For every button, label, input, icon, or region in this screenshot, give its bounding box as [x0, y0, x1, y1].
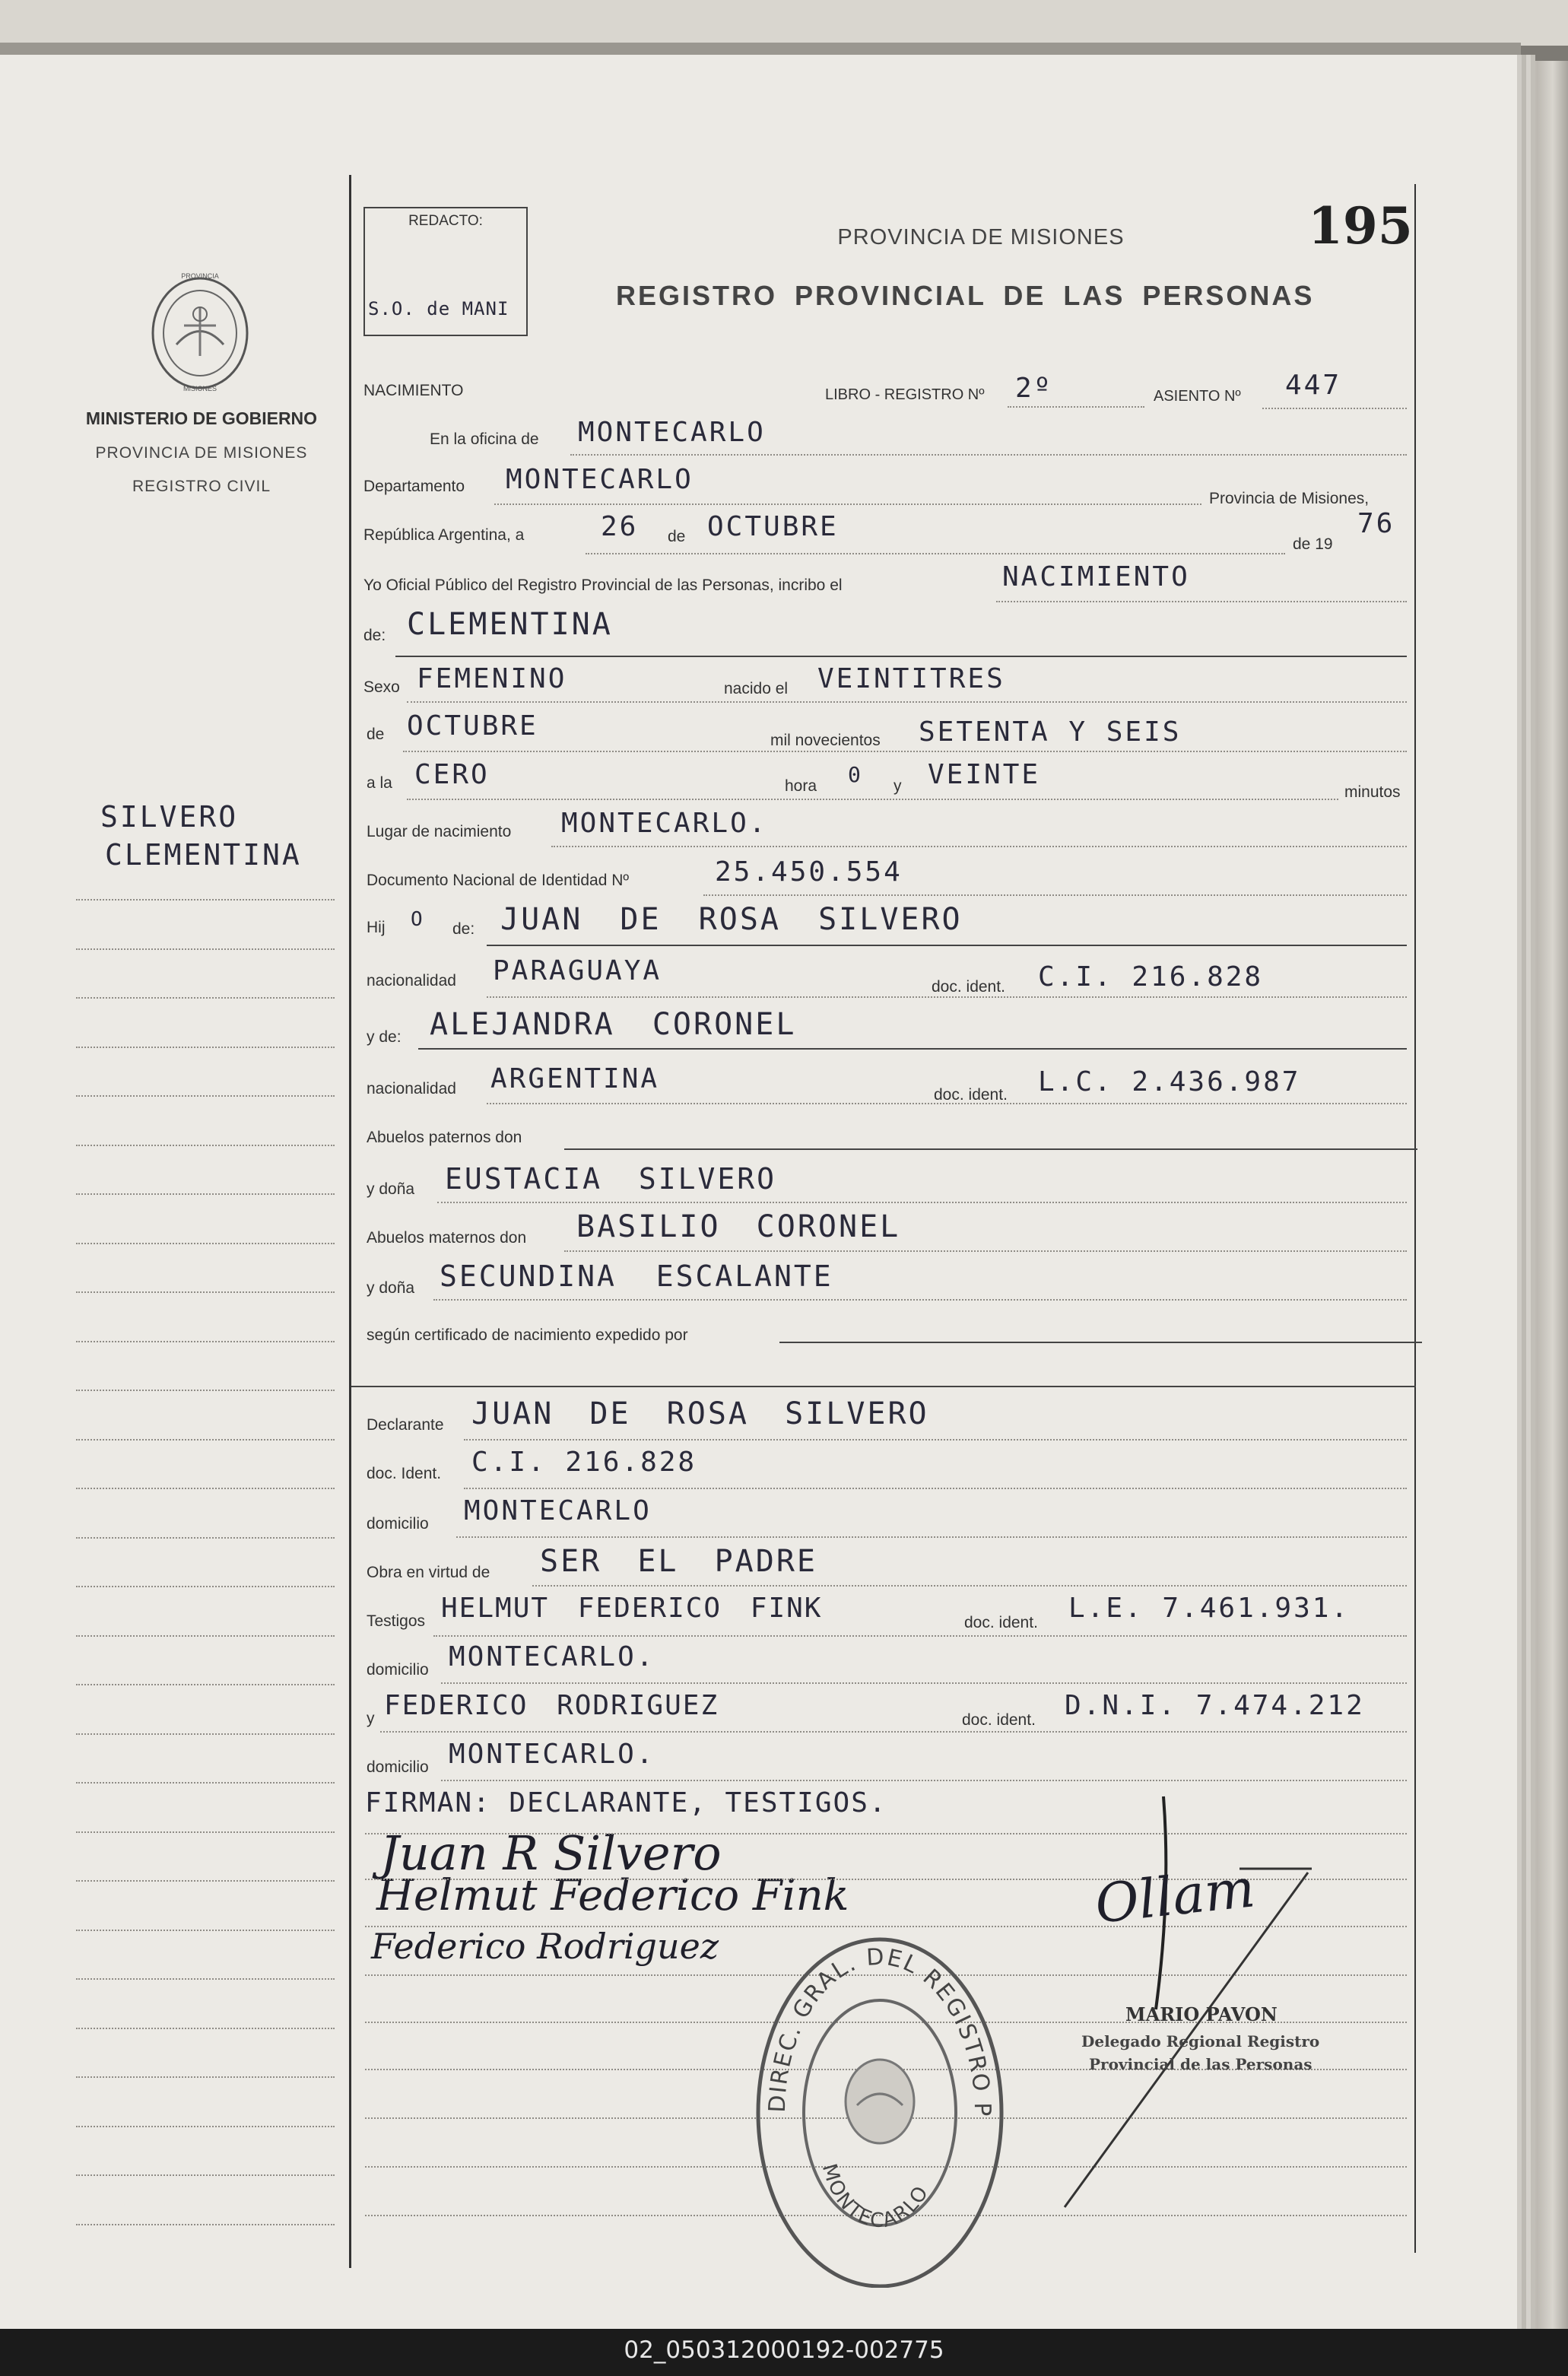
margin-dotted-line: [76, 1047, 335, 1048]
value-month: OCTUBRE: [707, 511, 839, 542]
value-testigo1-domicilio: MONTECARLO.: [449, 1641, 655, 1672]
value-declarante-domicilio: MONTECARLO: [464, 1495, 652, 1526]
label-y-dona: y doña: [367, 1180, 415, 1198]
value-madre-nacionalidad: ARGENTINA: [490, 1063, 660, 1094]
margin-dotted-line: [76, 1145, 335, 1146]
label-y-testigo2: y: [367, 1710, 375, 1727]
emblem-bottom-text: MISIONES: [183, 385, 217, 392]
signature-official: Ollam: [1092, 1857, 1258, 1936]
section-divider: [351, 1386, 1416, 1387]
label-a-la: a la: [367, 774, 392, 792]
label-hora: hora: [785, 777, 817, 795]
value-testigo2: FEDERICO RODRIGUEZ: [384, 1690, 719, 1721]
official-seal: [754, 1923, 1005, 2288]
register-page: [0, 55, 1517, 2329]
province-emblem-icon: [146, 272, 254, 399]
label-obra: Obra en virtud de: [367, 1564, 490, 1581]
value-asiento: 447: [1285, 370, 1342, 401]
dotted-line: [433, 1299, 1407, 1301]
label-abuelos-maternos: Abuelos maternos don: [367, 1229, 527, 1247]
label-lugar: Lugar de nacimiento: [367, 823, 512, 840]
margin-dotted-line: [76, 1782, 335, 1784]
label-nacionalidad: nacionalidad: [367, 972, 456, 989]
value-year: 76: [1357, 508, 1395, 539]
signature-testigo1: Helmut Federico Fink: [376, 1871, 849, 1920]
margin-dotted-line: [76, 1291, 335, 1293]
margin-dotted-line: [76, 1684, 335, 1685]
label-yo-oficial: Yo Oficial Público del Registro Provincial de las Personas, incribo el: [363, 577, 843, 594]
dotted-line: [1262, 408, 1407, 409]
value-abuelo-materno: BASILIO CORONEL: [576, 1209, 901, 1244]
margin-dotted-line: [76, 1390, 335, 1391]
dotted-line: [570, 454, 1407, 456]
ministry-province: PROVINCIA DE MISIONES: [95, 444, 308, 462]
value-nacido-mes: OCTUBRE: [407, 710, 538, 742]
left-margin-rule: [349, 175, 351, 2268]
value-padre-nacionalidad: PARAGUAYA: [493, 955, 662, 986]
label-y-de: y de:: [367, 1028, 402, 1046]
signature-testigo2: Federico Rodriguez: [371, 1926, 719, 1967]
dotted-line: [464, 1439, 1407, 1441]
value-sexo: FEMENINO: [417, 663, 567, 694]
dotted-line: [494, 503, 1201, 505]
value-testigo2-domicilio: MONTECARLO.: [449, 1739, 655, 1770]
book-page-edges: [1517, 61, 1568, 2331]
value-lugar: MONTECARLO.: [561, 808, 768, 839]
label-doc-ident: doc. ident.: [932, 978, 1005, 996]
label-nacimiento: NACIMIENTO: [363, 382, 464, 399]
value-hora-num: 0: [848, 762, 863, 787]
seal-icon: [754, 1923, 1005, 2288]
label-mil-novecientos: mil novecientos: [770, 732, 881, 749]
value-padre-doc: C.I. 216.828: [1038, 961, 1264, 993]
dotted-line: [380, 1731, 1407, 1733]
margin-dotted-line: [76, 1733, 335, 1735]
redacto-label: REDACTO:: [408, 213, 483, 229]
label-de-month: de: [367, 726, 385, 743]
value-hijo-suffix: O: [411, 908, 425, 931]
dotted-line: [433, 1635, 1407, 1637]
margin-dotted-line: [76, 2076, 335, 2078]
margin-dotted-line: [76, 1930, 335, 1931]
label-departamento: Departamento: [363, 478, 465, 495]
dotted-line: [564, 1250, 1407, 1252]
margin-dotted-line: [76, 899, 335, 901]
value-abuela-paterna: EUSTACIA SILVERO: [445, 1162, 777, 1196]
value-departamento: MONTECARLO: [506, 464, 694, 495]
label-republica: República Argentina, a: [363, 526, 525, 544]
label-domicilio: domicilio: [367, 1661, 429, 1679]
ministry-registry: REGISTRO CIVIL: [132, 478, 271, 495]
value-nacido-anio: SETENTA Y SEIS: [919, 716, 1182, 748]
margin-dotted-line: [76, 1586, 335, 1587]
dotted-line: [407, 701, 1407, 703]
value-hora-text: CERO: [414, 759, 490, 790]
dotted-line: [407, 799, 1338, 800]
official-title-1: Delegado Regional Registro: [1081, 2032, 1320, 2050]
label-doc-ident: doc. ident.: [934, 1086, 1008, 1104]
value-day: 26: [601, 511, 639, 542]
official-title-2: Provincial de las Personas: [1089, 2055, 1312, 2073]
value-obra: SER EL PADRE: [540, 1544, 817, 1579]
dotted-line: [437, 1202, 1407, 1203]
official-signature-strokes: [1049, 1781, 1323, 2222]
label-de-19: de 19: [1293, 535, 1333, 553]
dotted-line: [441, 1682, 1407, 1684]
right-rule: [1414, 184, 1416, 2253]
label-doc-ident-declarante: doc. Ident.: [367, 1465, 442, 1482]
label-abuelos-paternos: Abuelos paternos don: [367, 1129, 522, 1146]
margin-dotted-line: [76, 1243, 335, 1244]
province-emblem: [146, 272, 254, 399]
value-declarante-doc: C.I. 216.828: [471, 1447, 697, 1478]
margin-dotted-line: [76, 997, 335, 999]
value-padre: JUAN DE ROSA SILVERO: [500, 902, 963, 937]
name-underline: [395, 656, 1407, 657]
value-nacido-dia: VEINTITRES: [817, 663, 1005, 694]
dotted-line: [464, 1488, 1407, 1489]
value-minutos-text: VEINTE: [928, 759, 1041, 790]
label-nacido-el: nacido el: [724, 680, 789, 697]
margin-dotted-line: [76, 1488, 335, 1489]
dotted-line: [551, 846, 1407, 847]
dotted-line: [403, 751, 1407, 752]
label-sexo: Sexo: [363, 678, 400, 696]
value-name: CLEMENTINA: [407, 607, 613, 642]
seal-ring-text: DIREC. GRAL. DEL REGISTRO P: [763, 1943, 996, 2118]
margin-dotted-line: [76, 1635, 335, 1637]
value-declarante: JUAN DE ROSA SILVERO: [471, 1396, 929, 1431]
value-madre: ALEJANDRA CORONEL: [430, 1007, 797, 1042]
label-y: y: [894, 777, 902, 795]
label-y-dona: y doña: [367, 1279, 415, 1297]
label-doc-ident-testigo2: doc. ident.: [962, 1711, 1036, 1729]
signature-declarante: Juan R Silvero: [380, 1825, 722, 1881]
label-hijo: Hij: [367, 919, 386, 936]
label-testigos: Testigos: [367, 1612, 426, 1630]
label-oficina: En la oficina de: [430, 430, 539, 448]
value-testigo2-doc: D.N.I. 7.474.212: [1065, 1690, 1365, 1721]
value-libro: 2º: [1015, 373, 1053, 404]
margin-surname: SILVERO: [100, 800, 239, 834]
value-firman: FIRMAN: DECLARANTE, TESTIGOS.: [365, 1787, 887, 1819]
svg-text:MONTECARLO: [817, 2162, 934, 2233]
dotted-line: [487, 1103, 1407, 1104]
official-name: MARIO PAVON: [1125, 2003, 1278, 2025]
dotted-line: [996, 601, 1407, 602]
margin-dotted-line: [76, 948, 335, 950]
label-asiento: ASIENTO Nº: [1154, 388, 1241, 405]
margin-given-name: CLEMENTINA: [105, 838, 302, 872]
margin-dotted-line: [76, 1880, 335, 1882]
dotted-line: [532, 1585, 1407, 1587]
label-doc-ident-testigo1: doc. ident.: [964, 1614, 1038, 1631]
value-madre-doc: L.C. 2.436.987: [1038, 1066, 1301, 1097]
value-oficina: MONTECARLO: [578, 417, 766, 448]
padre-underline: [487, 945, 1407, 946]
margin-dotted-line: [76, 1341, 335, 1342]
ministry-title: MINISTERIO DE GOBIERNO: [85, 408, 318, 428]
edge-text-b: DAS: [1522, 1273, 1535, 1294]
label-nacionalidad: nacionalidad: [367, 1080, 456, 1097]
margin-dotted-line: [76, 1439, 335, 1441]
value-dni: 25.450.554: [715, 856, 903, 888]
background-strip: [0, 0, 1568, 46]
page-number: 195: [1308, 196, 1413, 256]
label-declarante: Declarante: [367, 1416, 444, 1434]
label-domicilio: domicilio: [367, 1758, 429, 1776]
margin-dotted-line: [76, 2028, 335, 2029]
label-minutos: minutos: [1344, 783, 1401, 801]
label-segun: según certificado de nacimiento expedido por: [367, 1326, 688, 1344]
margin-dotted-line: [76, 2174, 335, 2176]
redacto-box: [363, 207, 528, 336]
value-abuela-materna: SECUNDINA ESCALANTE: [440, 1259, 833, 1293]
dotted-line: [1008, 406, 1144, 408]
image-filename: 02_050312000192-002775: [624, 2336, 944, 2364]
label-de: de: [668, 528, 686, 545]
margin-dotted-line: [76, 1193, 335, 1195]
label-libro: LIBRO - REGISTRO Nº: [825, 386, 985, 403]
margin-dotted-line: [76, 1831, 335, 1833]
value-testigo1: HELMUT FEDERICO FINK: [441, 1593, 823, 1624]
emblem-top-text: PROVINCIA: [181, 272, 219, 280]
value-testigo1-doc: L.E. 7.461.931.: [1068, 1593, 1351, 1624]
redacto-value: S.O. de MANI: [368, 298, 509, 319]
value-event: NACIMIENTO: [1002, 561, 1190, 592]
margin-dotted-line: [76, 1095, 335, 1097]
dotted-line: [703, 894, 1407, 896]
label-domicilio: domicilio: [367, 1515, 429, 1533]
margin-dotted-line: [76, 2224, 335, 2225]
header-registry: REGISTRO PROVINCIAL DE LAS PERSONAS: [616, 280, 1315, 311]
header-province: PROVINCIA DE MISIONES: [837, 225, 1125, 249]
madre-underline: [418, 1048, 1407, 1050]
segun-blank-line: [779, 1342, 1422, 1343]
dotted-line: [487, 996, 1407, 998]
seal-inner-text: MONTECARLO: [817, 2161, 934, 2233]
margin-dotted-line: [76, 2126, 335, 2127]
edge-text-a: CO: [1520, 1234, 1532, 1250]
dotted-line: [586, 553, 1285, 554]
label-documento: Documento Nacional de Identidad Nº: [367, 872, 630, 889]
label-de-name: de:: [363, 627, 386, 644]
dotted-line: [456, 1536, 1407, 1538]
margin-dotted-line: [76, 1537, 335, 1539]
margin-dotted-line: [76, 1978, 335, 1980]
label-hijo-de: de:: [452, 920, 475, 938]
label-provincia-misiones: Provincia de Misiones,: [1209, 490, 1370, 507]
abuelo-paterno-blank-line: [564, 1148, 1417, 1150]
